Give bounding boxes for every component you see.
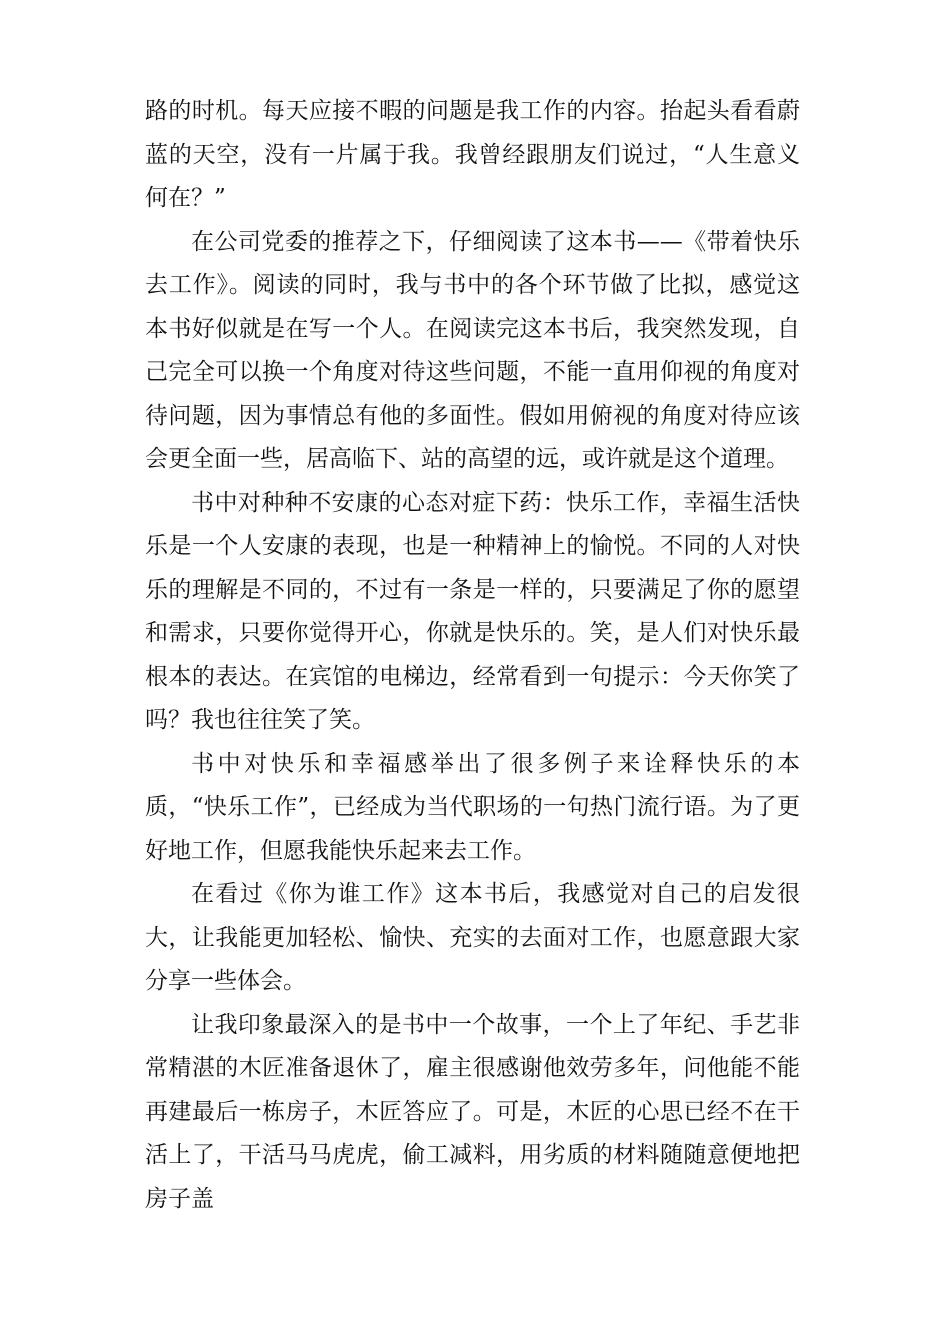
paragraph-4: 书中对快乐和幸福感举出了很多例子来诠释快乐的本质，“快乐工作”，已经成为当代职场的一句热门流行语。为了更好地工作，但愿我能快乐起来去工作。 — [145, 750, 800, 864]
paragraph-5: 在看过《你为谁工作》这本书后，我感觉对自己的启发很大，让我能更加轻松、愉快、充实的去面对工作，也愿意跟大家分享一些体会。 — [145, 881, 800, 994]
paragraph-6: 让我印象最深入的是书中一个故事，一个上了年纪、手艺非常精湛的木匠准备退休了，雇主很感谢他效劳多年，问他能不能再建最后一栋房子，木匠答应了。可是，木匠的心思已经不在干活上了，干活马马虎虎，偷工减料，用劣质的材料随随意便地把房子盖 — [145, 1011, 800, 1212]
paragraph-3: 书中对种种不安康的心态对症下药：快乐工作，幸福生活快乐是一个人安康的表现，也是一种精神上的愉悦。不同的人对快乐的理解是不同的，不过有一条是一样的，只要满足了你的愿望和需求，只要你觉得开心，你就是快乐的。笑，是人们对快乐最根本的表达。在宾馆的电梯边，经常看到一句提示：今天你笑了吗？我也往往笑了笑。 — [145, 489, 800, 733]
paragraph-2: 在公司党委的推荐之下，仔细阅读了这本书——《带着快乐去工作》。阅读的同时，我与书中的各个环节做了比拟，感觉这本书好似就是在写一个人。在阅读完这本书后，我突然发现，自己完全可以换一个角度对待这些问题，不能一直用仰视的角度对待问题，因为事情总有他的多面性。假如用俯视的角度对待应该会更全面一些，居高临下、站的高望的远，或许就是这个道理。 — [145, 228, 800, 472]
document-page — [145, 90, 800, 1221]
paragraph-1: 路的时机。每天应接不暇的问题是我工作的内容。抬起头看看蔚蓝的天空，没有一片属于我。我曾经跟朋友们说过，“人生意义何在？” — [145, 98, 800, 211]
